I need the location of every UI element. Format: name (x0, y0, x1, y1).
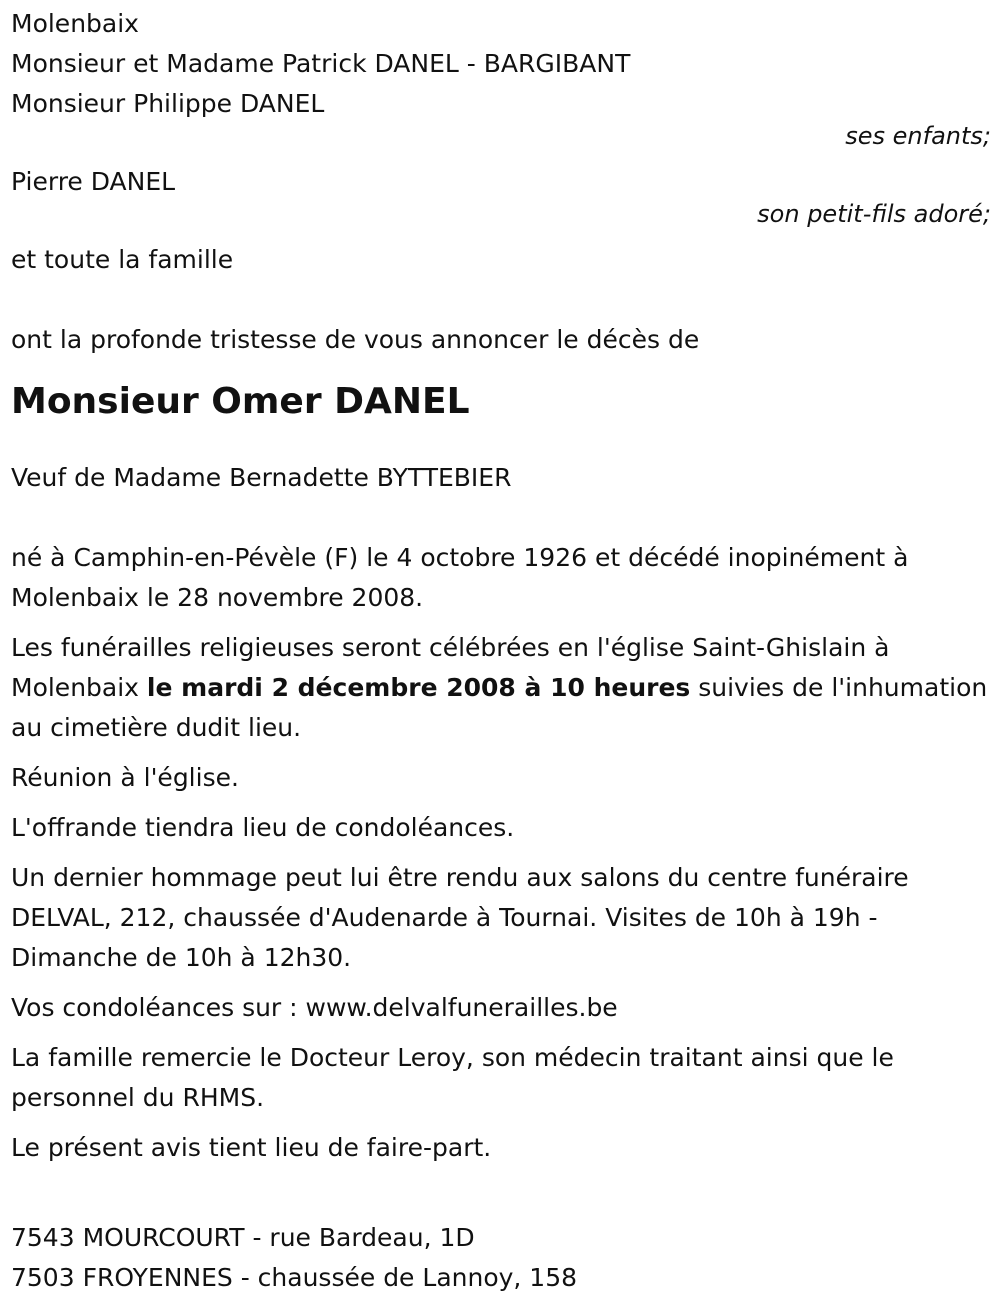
header-line-philippe: Monsieur Philippe DANEL (11, 89, 325, 118)
funeral-text-after: suivies de l'inhumation au cimetière dudit lieu. (11, 673, 988, 742)
tribute-text: Un dernier hommage peut lui être rendu aux salons du centre funéraire DELVAL, 212, chaussée d'Audenarde à Tournai. Visites de 10h à 19h - Dimanche de 10h à 12h30. (11, 863, 909, 972)
thanks-text: La famille remercie le Docteur Leroy, son médecin traitant ainsi que le personnel du RHMS. (11, 1043, 894, 1112)
address-line: 7543 MOURCOURT - rue Bardeau, 1D (11, 1223, 475, 1252)
funeral-text (11, 628, 991, 748)
widower-text: Veuf de Madame Bernadette BYTTEBIER (11, 463, 512, 492)
spacer (11, 1178, 991, 1218)
announcement-text: ont la profonde tristesse de vous annoncer le décès de (11, 325, 700, 354)
spacer (11, 498, 991, 538)
address-line: 7503 FROYENNES - chaussée de Lannoy, 158 (11, 1263, 578, 1292)
birth-death-text: né à Camphin-en-Pévèle (F) le 4 octobre 1926 et décédé inopinément à Molenbaix le 28 novembre 2008. (11, 543, 909, 612)
relation-children: ses enfants; (845, 122, 991, 150)
offering-text: L'offrande tiendra lieu de condoléances. (11, 813, 515, 842)
family-line: et toute la famille (11, 245, 234, 274)
funeral-text-before: Les funérailles religieuses seront célébrées en l'église Saint-Ghislain à Molenbaix (11, 633, 890, 702)
notice-statement: Le présent avis tient lieu de faire-part. (11, 1133, 492, 1162)
deceased-name: Monsieur Omer DANEL (11, 381, 470, 422)
death-notice (11, 4, 991, 1298)
grandchild-name: Pierre DANEL (11, 167, 176, 196)
condolences-text: Vos condoléances sur : www.delvalfunerailles.be (11, 993, 618, 1022)
header-line-village: Molenbaix (11, 9, 139, 38)
spacer (11, 280, 991, 320)
header-line-patrick: Monsieur et Madame Patrick DANEL - BARGIBANT (11, 49, 631, 78)
meeting-text: Réunion à l'église. (11, 763, 239, 792)
funeral-date: le mardi 2 décembre 2008 à 10 heures (146, 673, 691, 702)
relation-grandchild: son petit-fils adoré; (757, 200, 991, 228)
